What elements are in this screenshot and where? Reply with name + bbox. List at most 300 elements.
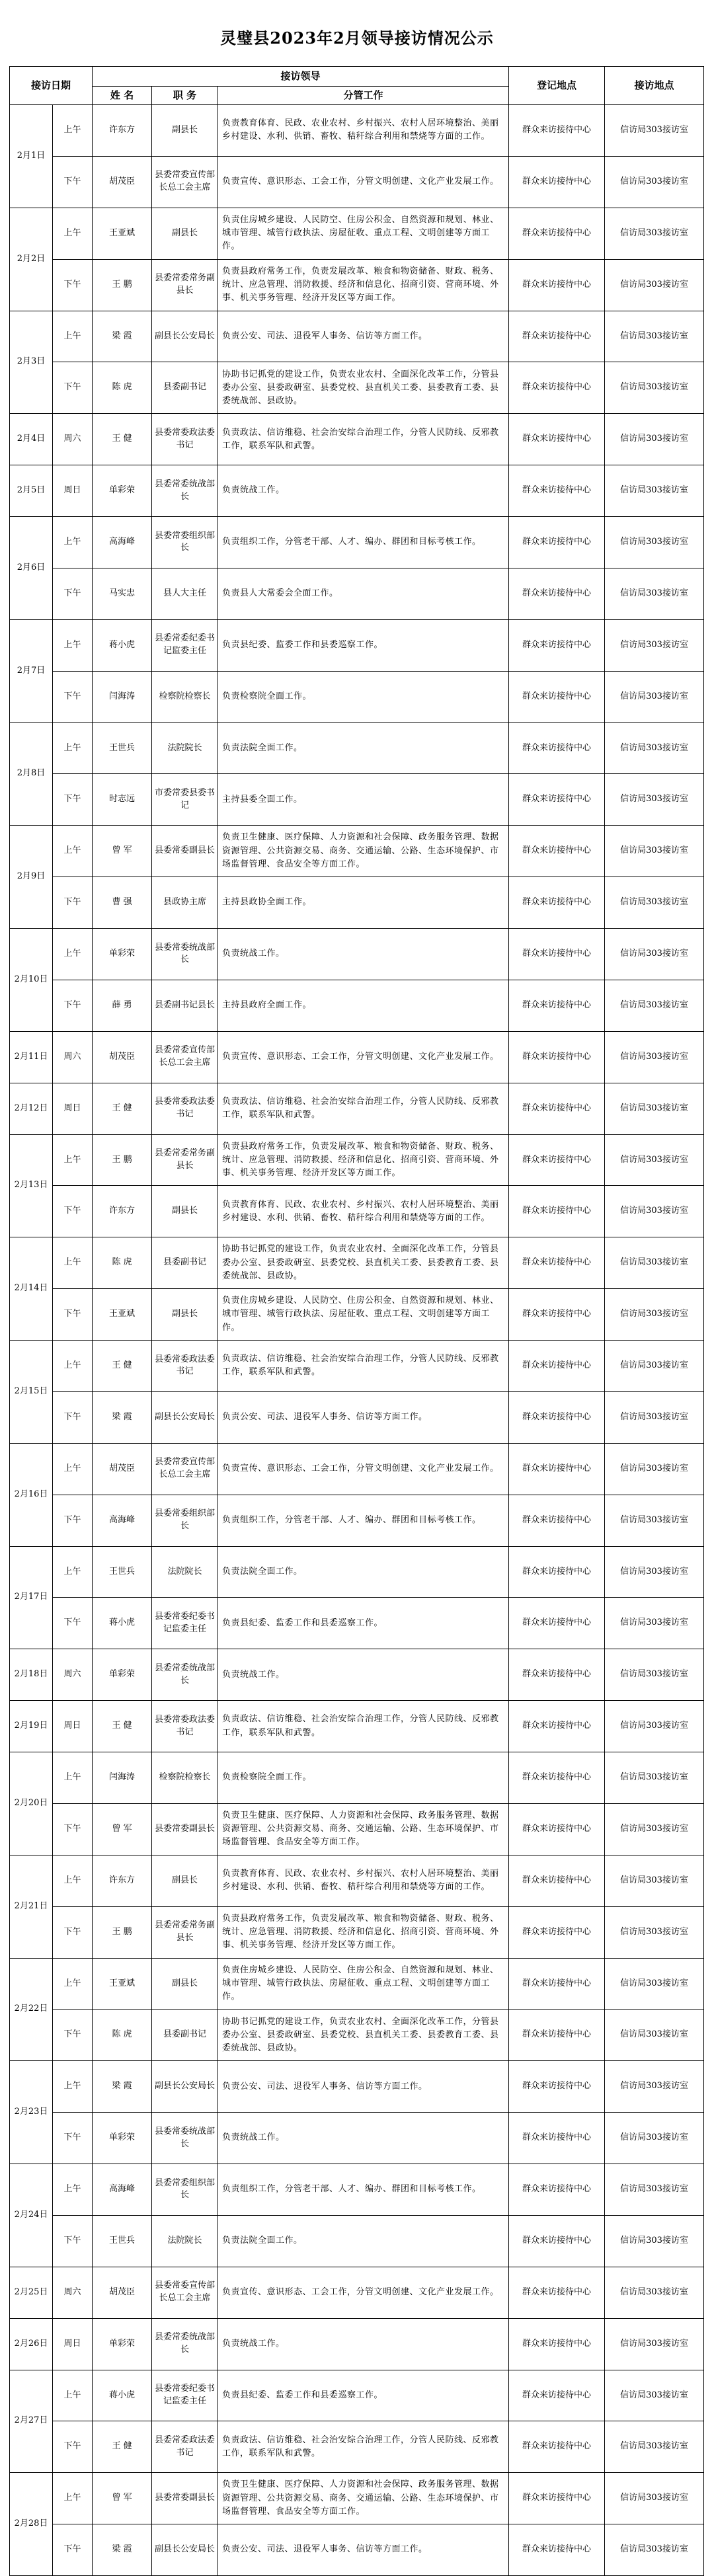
cell-period: 下午	[53, 980, 93, 1031]
cell-period: 下午	[53, 774, 93, 826]
cell-duty: 负责县纪委、监委工作和县委巡察工作。	[218, 619, 509, 671]
cell-register: 群众来访接待中心	[509, 774, 605, 826]
cell-register: 群众来访接待中心	[509, 414, 605, 465]
cell-period: 下午	[53, 1289, 93, 1341]
cell-position: 县委常委统战部长	[152, 1649, 218, 1701]
cell-reception: 信访局303接访室	[605, 1649, 704, 1701]
cell-position: 县委常委纪委书记监委主任	[152, 1598, 218, 1649]
cell-period: 下午	[53, 156, 93, 208]
cell-register: 群众来访接待中心	[509, 877, 605, 929]
cell-duty: 负责法院全面工作。	[218, 2215, 509, 2267]
cell-duty: 负责县政府常务工作，负责发展改革、粮食和物资储备、财政、税务、统计、应急管理、消防救援、经济和信息化、招商引资、营商环境、外事、机关事务管理、经济开发区等方面工作。	[218, 1134, 509, 1186]
cell-date: 2月26日	[10, 2318, 53, 2370]
cell-reception: 信访局303接访室	[605, 568, 704, 619]
cell-name: 曾 军	[93, 1803, 152, 1855]
cell-register: 群众来访接待中心	[509, 1341, 605, 1392]
cell-period: 下午	[53, 2010, 93, 2061]
table-row	[10, 2061, 704, 2113]
cell-date: 2月6日	[10, 517, 53, 620]
cell-duty: 负责政法、信访维稳、社会治安综合治理工作，分管人民防线、反邪教工作，联系军队和武警。	[218, 1083, 509, 1134]
table-row	[10, 1958, 704, 2010]
cell-position: 副县长	[152, 208, 218, 259]
table-row	[10, 1855, 704, 1906]
cell-name: 梁 霞	[93, 2524, 152, 2576]
cell-position: 法院院长	[152, 1546, 218, 1598]
cell-register: 群众来访接待中心	[509, 2164, 605, 2216]
cell-reception: 信访局303接访室	[605, 311, 704, 362]
cell-period: 上午	[53, 826, 93, 877]
cell-position: 县委常委统战部长	[152, 465, 218, 517]
cell-date: 2月16日	[10, 1443, 53, 1546]
cell-position: 县委常委副县长	[152, 1803, 218, 1855]
cell-date: 2月22日	[10, 1958, 53, 2061]
cell-reception: 信访局303接访室	[605, 929, 704, 980]
cell-name: 单彩荣	[93, 465, 152, 517]
cell-duty: 负责统战工作。	[218, 465, 509, 517]
cell-register: 群众来访接待中心	[509, 1237, 605, 1289]
header-date: 接访日期	[10, 67, 93, 105]
cell-register: 群众来访接待中心	[509, 1443, 605, 1495]
cell-position: 县委常委组织部长	[152, 517, 218, 568]
header-register: 登记地点	[509, 67, 605, 105]
cell-name: 薛 勇	[93, 980, 152, 1031]
cell-register: 群众来访接待中心	[509, 1906, 605, 1958]
cell-register: 群众来访接待中心	[509, 671, 605, 722]
cell-reception: 信访局303接访室	[605, 1855, 704, 1906]
cell-register: 群众来访接待中心	[509, 2215, 605, 2267]
cell-name: 单彩荣	[93, 2113, 152, 2164]
table-row	[10, 105, 704, 157]
cell-register: 群众来访接待中心	[509, 619, 605, 671]
cell-register: 群众来访接待中心	[509, 2524, 605, 2576]
cell-position: 县委常委政法委书记	[152, 1083, 218, 1134]
cell-duty: 负责法院全面工作。	[218, 722, 509, 774]
cell-register: 群众来访接待中心	[509, 1752, 605, 1804]
cell-reception: 信访局303接访室	[605, 1289, 704, 1341]
cell-period: 上午	[53, 722, 93, 774]
table-row	[10, 1237, 704, 1289]
header-reception: 接访地点	[605, 67, 704, 105]
cell-period: 上午	[53, 517, 93, 568]
cell-period: 下午	[53, 362, 93, 414]
cell-register: 群众来访接待中心	[509, 1649, 605, 1701]
cell-reception: 信访局303接访室	[605, 1083, 704, 1134]
cell-name: 王 健	[93, 2421, 152, 2473]
cell-position: 县委常委组织部长	[152, 1495, 218, 1546]
cell-reception: 信访局303接访室	[605, 517, 704, 568]
table-row	[10, 259, 704, 311]
cell-date: 2月1日	[10, 105, 53, 208]
cell-period: 周日	[53, 2318, 93, 2370]
cell-duty: 负责公安、司法、退役军人事务、信访等方面工作。	[218, 1391, 509, 1443]
cell-period: 上午	[53, 1546, 93, 1598]
cell-reception: 信访局303接访室	[605, 1906, 704, 1958]
cell-reception: 信访局303接访室	[605, 1495, 704, 1546]
cell-period: 下午	[53, 568, 93, 619]
cell-reception: 信访局303接访室	[605, 2061, 704, 2113]
cell-position: 县委常委常务副县长	[152, 259, 218, 311]
table-row	[10, 311, 704, 362]
cell-name: 单彩荣	[93, 2318, 152, 2370]
table-row	[10, 722, 704, 774]
cell-duty: 负责住房城乡建设、人民防空、住房公积金、自然资源和规划、林业、城市管理、城管行政执法、房屋征收、重点工程、文明创建等方面工作。	[218, 1289, 509, 1341]
cell-name: 王 健	[93, 1701, 152, 1752]
cell-reception: 信访局303接访室	[605, 826, 704, 877]
cell-date: 2月15日	[10, 1341, 53, 1444]
table-row	[10, 2010, 704, 2061]
table-row	[10, 2473, 704, 2524]
cell-duty: 主持县委全面工作。	[218, 774, 509, 826]
cell-register: 群众来访接待中心	[509, 2473, 605, 2524]
cell-period: 下午	[53, 259, 93, 311]
cell-reception: 信访局303接访室	[605, 414, 704, 465]
cell-duty: 负责统战工作。	[218, 1649, 509, 1701]
cell-period: 下午	[53, 1906, 93, 1958]
cell-register: 群众来访接待中心	[509, 259, 605, 311]
cell-position: 副县长	[152, 1855, 218, 1906]
cell-period: 周日	[53, 1083, 93, 1134]
page-title: 灵璧县2023年2月领导接访情况公示	[220, 28, 494, 48]
cell-register: 群众来访接待中心	[509, 2061, 605, 2113]
cell-position: 副县长公安局长	[152, 311, 218, 362]
cell-duty: 负责住房城乡建设、人民防空、住房公积金、自然资源和规划、林业、城市管理、城管行政执法、房屋征收、重点工程、文明创建等方面工作。	[218, 1958, 509, 2010]
cell-register: 群众来访接待中心	[509, 826, 605, 877]
table-row	[10, 1443, 704, 1495]
cell-name: 高海峰	[93, 517, 152, 568]
cell-register: 群众来访接待中心	[509, 2370, 605, 2421]
cell-reception: 信访局303接访室	[605, 877, 704, 929]
table-row	[10, 1495, 704, 1546]
cell-name: 梁 霞	[93, 311, 152, 362]
cell-position: 市委常委县委书记	[152, 774, 218, 826]
cell-period: 下午	[53, 1803, 93, 1855]
cell-position: 县委常委宣传部长总工会主席	[152, 2267, 218, 2318]
cell-period: 下午	[53, 2113, 93, 2164]
cell-register: 群众来访接待中心	[509, 1598, 605, 1649]
cell-position: 县人大主任	[152, 568, 218, 619]
cell-date: 2月21日	[10, 1855, 53, 1958]
cell-position: 县委常委副县长	[152, 826, 218, 877]
cell-position: 县委常委宣传部长总工会主席	[152, 1443, 218, 1495]
cell-position: 县委常委政法委书记	[152, 2421, 218, 2473]
cell-period: 下午	[53, 1598, 93, 1649]
cell-reception: 信访局303接访室	[605, 1391, 704, 1443]
table-row	[10, 2164, 704, 2216]
cell-date: 2月23日	[10, 2061, 53, 2164]
cell-position: 县委常委宣传部长总工会主席	[152, 156, 218, 208]
cell-period: 上午	[53, 1958, 93, 2010]
cell-period: 上午	[53, 1237, 93, 1289]
table-row	[10, 1906, 704, 1958]
cell-register: 群众来访接待中心	[509, 2421, 605, 2473]
cell-reception: 信访局303接访室	[605, 2473, 704, 2524]
header-position: 职 务	[152, 87, 218, 105]
cell-reception: 信访局303接访室	[605, 1546, 704, 1598]
cell-position: 县委常委统战部长	[152, 2318, 218, 2370]
cell-register: 群众来访接待中心	[509, 1958, 605, 2010]
cell-name: 单彩荣	[93, 1649, 152, 1701]
cell-register: 群众来访接待中心	[509, 722, 605, 774]
cell-period: 周六	[53, 414, 93, 465]
cell-register: 群众来访接待中心	[509, 208, 605, 259]
table-row	[10, 1134, 704, 1186]
cell-reception: 信访局303接访室	[605, 1134, 704, 1186]
cell-date: 2月4日	[10, 414, 53, 465]
cell-duty: 主持县政协全面工作。	[218, 877, 509, 929]
cell-period: 上午	[53, 929, 93, 980]
cell-period: 上午	[53, 2164, 93, 2216]
table-row	[10, 774, 704, 826]
cell-duty: 负责宣传、意识形态、工会工作，分管文明创建、文化产业发展工作。	[218, 2267, 509, 2318]
cell-name: 王世兵	[93, 722, 152, 774]
cell-position: 县委常委常务副县长	[152, 1906, 218, 1958]
cell-duty: 负责县纪委、监委工作和县委巡察工作。	[218, 1598, 509, 1649]
cell-reception: 信访局303接访室	[605, 722, 704, 774]
cell-date: 2月9日	[10, 826, 53, 929]
cell-duty: 负责教育体育、民政、农业农村、乡村振兴、农村人居环境整治、美丽乡村建设、水利、供销、畜牧、秸秆综合利用和禁烧等方面的工作。	[218, 105, 509, 157]
table-row	[10, 1289, 704, 1341]
cell-date: 2月27日	[10, 2370, 53, 2473]
table-row	[10, 2370, 704, 2421]
cell-name: 王世兵	[93, 1546, 152, 1598]
cell-name: 马实忠	[93, 568, 152, 619]
cell-duty: 负责县政府常务工作，负责发展改革、粮食和物资储备、财政、税务、统计、应急管理、消防救援、经济和信息化、招商引资、营商环境、外事、机关事务管理、经济开发区等方面工作。	[218, 259, 509, 311]
cell-name: 高海峰	[93, 1495, 152, 1546]
cell-reception: 信访局303接访室	[605, 671, 704, 722]
cell-position: 县委常委统战部长	[152, 929, 218, 980]
cell-register: 群众来访接待中心	[509, 568, 605, 619]
cell-position: 法院院长	[152, 722, 218, 774]
cell-name: 蒋小虎	[93, 619, 152, 671]
cell-reception: 信访局303接访室	[605, 1186, 704, 1237]
cell-duty: 负责公安、司法、退役军人事务、信访等方面工作。	[218, 2061, 509, 2113]
cell-register: 群众来访接待中心	[509, 1495, 605, 1546]
cell-period: 上午	[53, 1752, 93, 1804]
cell-name: 时志远	[93, 774, 152, 826]
cell-reception: 信访局303接访室	[605, 2524, 704, 2576]
cell-name: 陈 虎	[93, 2010, 152, 2061]
table-row	[10, 414, 704, 465]
cell-name: 梁 霞	[93, 2061, 152, 2113]
table-row	[10, 208, 704, 259]
cell-reception: 信访局303接访室	[605, 105, 704, 157]
cell-period: 周日	[53, 465, 93, 517]
table-row	[10, 1031, 704, 1083]
table-row	[10, 156, 704, 208]
cell-position: 检察院检察长	[152, 1752, 218, 1804]
cell-duty: 负责卫生健康、医疗保障、人力资源和社会保障、政务服务管理、数据资源管理、公共资源交易、商务、交通运输、公路、生态环境保护、市场监督管理、食品安全等方面工作。	[218, 826, 509, 877]
cell-duty: 负责政法、信访维稳、社会治安综合治理工作，分管人民防线、反邪教工作，联系军队和武警。	[218, 414, 509, 465]
cell-position: 检察院检察长	[152, 671, 218, 722]
cell-reception: 信访局303接访室	[605, 2421, 704, 2473]
table-row	[10, 2318, 704, 2370]
cell-reception: 信访局303接访室	[605, 1341, 704, 1392]
cell-duty: 负责宣传、意识形态、工会工作，分管文明创建、文化产业发展工作。	[218, 1443, 509, 1495]
table-row	[10, 1546, 704, 1598]
table-row	[10, 1341, 704, 1392]
cell-name: 曹 强	[93, 877, 152, 929]
cell-reception: 信访局303接访室	[605, 980, 704, 1031]
cell-period: 上午	[53, 1134, 93, 1186]
cell-date: 2月2日	[10, 208, 53, 311]
cell-name: 陈 虎	[93, 362, 152, 414]
cell-duty: 负责组织工作，分管老干部、人才、编办、群团和目标考核工作。	[218, 1495, 509, 1546]
cell-register: 群众来访接待中心	[509, 1855, 605, 1906]
cell-duty: 负责统战工作。	[218, 2318, 509, 2370]
cell-reception: 信访局303接访室	[605, 619, 704, 671]
cell-duty: 负责教育体育、民政、农业农村、乡村振兴、农村人居环境整治、美丽乡村建设、水利、供销、畜牧、秸秆综合利用和禁烧等方面的工作。	[218, 1186, 509, 1237]
cell-date: 2月25日	[10, 2267, 53, 2318]
cell-duty: 负责组织工作，分管老干部、人才、编办、群团和目标考核工作。	[218, 517, 509, 568]
cell-register: 群众来访接待中心	[509, 156, 605, 208]
table-row	[10, 877, 704, 929]
cell-position: 县委常委组织部长	[152, 2164, 218, 2216]
cell-period: 下午	[53, 877, 93, 929]
table-row	[10, 1391, 704, 1443]
cell-date: 2月18日	[10, 1649, 53, 1701]
cell-name: 胡茂臣	[93, 1031, 152, 1083]
cell-period: 上午	[53, 619, 93, 671]
cell-duty: 负责县人大常委会全面工作。	[218, 568, 509, 619]
cell-reception: 信访局303接访室	[605, 2113, 704, 2164]
cell-register: 群众来访接待中心	[509, 1186, 605, 1237]
cell-period: 周日	[53, 1701, 93, 1752]
cell-reception: 信访局303接访室	[605, 2215, 704, 2267]
cell-register: 群众来访接待中心	[509, 2267, 605, 2318]
cell-position: 县委常委纪委书记监委主任	[152, 619, 218, 671]
cell-register: 群众来访接待中心	[509, 517, 605, 568]
reception-schedule-table	[9, 66, 704, 2576]
cell-position: 县政协主席	[152, 877, 218, 929]
cell-reception: 信访局303接访室	[605, 362, 704, 414]
cell-register: 群众来访接待中心	[509, 1289, 605, 1341]
table-row	[10, 568, 704, 619]
cell-name: 胡茂臣	[93, 1443, 152, 1495]
cell-register: 群众来访接待中心	[509, 1031, 605, 1083]
table-row	[10, 2113, 704, 2164]
cell-duty: 负责卫生健康、医疗保障、人力资源和社会保障、政务服务管理、数据资源管理、公共资源交易、商务、交通运输、公路、生态环境保护、市场监督管理、食品安全等方面工作。	[218, 2473, 509, 2524]
cell-name: 曾 军	[93, 2473, 152, 2524]
cell-period: 上午	[53, 2473, 93, 2524]
cell-duty: 负责政法、信访维稳、社会治安综合治理工作，分管人民防线、反邪教工作，联系军队和武警。	[218, 1341, 509, 1392]
cell-period: 上午	[53, 1443, 93, 1495]
cell-register: 群众来访接待中心	[509, 2318, 605, 2370]
header-name: 姓 名	[93, 87, 152, 105]
cell-name: 王 鹏	[93, 259, 152, 311]
cell-duty: 负责教育体育、民政、农业农村、乡村振兴、农村人居环境整治、美丽乡村建设、水利、供销、畜牧、秸秆综合利用和禁烧等方面的工作。	[218, 1855, 509, 1906]
cell-date: 2月13日	[10, 1134, 53, 1237]
cell-period: 下午	[53, 1495, 93, 1546]
cell-register: 群众来访接待中心	[509, 105, 605, 157]
cell-name: 单彩荣	[93, 929, 152, 980]
cell-position: 法院院长	[152, 2215, 218, 2267]
cell-register: 群众来访接待中心	[509, 1391, 605, 1443]
table-row	[10, 671, 704, 722]
cell-duty: 负责公安、司法、退役军人事务、信访等方面工作。	[218, 311, 509, 362]
cell-duty: 负责卫生健康、医疗保障、人力资源和社会保障、政务服务管理、数据资源管理、公共资源交易、商务、交通运输、公路、生态环境保护、市场监督管理、食品安全等方面工作。	[218, 1803, 509, 1855]
cell-position: 副县长	[152, 105, 218, 157]
table-row	[10, 2215, 704, 2267]
cell-position: 县委常委统战部长	[152, 2113, 218, 2164]
cell-duty: 负责县政府常务工作，负责发展改革、粮食和物资储备、财政、税务、统计、应急管理、消防救援、经济和信息化、招商引资、营商环境、外事、机关事务管理、经济开发区等方面工作。	[218, 1906, 509, 1958]
cell-name: 高海峰	[93, 2164, 152, 2216]
cell-reception: 信访局303接访室	[605, 774, 704, 826]
table-row	[10, 619, 704, 671]
cell-register: 群众来访接待中心	[509, 465, 605, 517]
table-row	[10, 980, 704, 1031]
cell-name: 许东方	[93, 1855, 152, 1906]
cell-register: 群众来访接待中心	[509, 2113, 605, 2164]
table-row	[10, 517, 704, 568]
cell-name: 王亚斌	[93, 1958, 152, 2010]
table-row	[10, 929, 704, 980]
cell-position: 县委常委政法委书记	[152, 414, 218, 465]
cell-reception: 信访局303接访室	[605, 2010, 704, 2061]
cell-position: 县委副书记	[152, 2010, 218, 2061]
cell-position: 县委副书记县长	[152, 980, 218, 1031]
cell-position: 副县长	[152, 1289, 218, 1341]
table-row	[10, 2421, 704, 2473]
cell-reception: 信访局303接访室	[605, 1701, 704, 1752]
cell-reception: 信访局303接访室	[605, 2267, 704, 2318]
cell-period: 下午	[53, 2215, 93, 2267]
cell-duty: 负责公安、司法、退役军人事务、信访等方面工作。	[218, 2524, 509, 2576]
cell-name: 王亚斌	[93, 208, 152, 259]
cell-reception: 信访局303接访室	[605, 2370, 704, 2421]
cell-position: 副县长公安局长	[152, 2061, 218, 2113]
cell-name: 许东方	[93, 105, 152, 157]
cell-period: 下午	[53, 1186, 93, 1237]
cell-duty: 负责统战工作。	[218, 929, 509, 980]
cell-register: 群众来访接待中心	[509, 362, 605, 414]
table-row	[10, 1701, 704, 1752]
cell-period: 上午	[53, 1855, 93, 1906]
header-leader: 接访领导	[93, 67, 509, 87]
cell-name: 曾 军	[93, 826, 152, 877]
table-row	[10, 1598, 704, 1649]
table-row	[10, 1803, 704, 1855]
cell-date: 2月19日	[10, 1701, 53, 1752]
cell-date: 2月3日	[10, 311, 53, 414]
cell-register: 群众来访接待中心	[509, 1083, 605, 1134]
cell-date: 2月8日	[10, 722, 53, 826]
cell-duty: 负责住房城乡建设、人民防空、住房公积金、自然资源和规划、林业、城市管理、城管行政执法、房屋征收、重点工程、文明创建等方面工作。	[218, 208, 509, 259]
cell-position: 县委副书记	[152, 362, 218, 414]
cell-name: 闫海涛	[93, 1752, 152, 1804]
table-row	[10, 362, 704, 414]
cell-reception: 信访局303接访室	[605, 1237, 704, 1289]
cell-register: 群众来访接待中心	[509, 311, 605, 362]
cell-date: 2月11日	[10, 1031, 53, 1083]
table-row	[10, 465, 704, 517]
cell-reception: 信访局303接访室	[605, 1598, 704, 1649]
cell-duty: 负责宣传、意识形态、工会工作，分管文明创建、文化产业发展工作。	[218, 156, 509, 208]
table-row	[10, 1083, 704, 1134]
cell-duty: 负责检察院全面工作。	[218, 1752, 509, 1804]
table-row	[10, 1752, 704, 1804]
cell-date: 2月12日	[10, 1083, 53, 1134]
cell-period: 周六	[53, 2267, 93, 2318]
cell-position: 县委常委副县长	[152, 2473, 218, 2524]
cell-name: 许东方	[93, 1186, 152, 1237]
cell-period: 下午	[53, 2524, 93, 2576]
cell-period: 周六	[53, 1649, 93, 1701]
cell-register: 群众来访接待中心	[509, 1546, 605, 1598]
cell-register: 群众来访接待中心	[509, 929, 605, 980]
cell-position: 副县长公安局长	[152, 2524, 218, 2576]
cell-name: 王世兵	[93, 2215, 152, 2267]
cell-position: 县委常委政法委书记	[152, 1701, 218, 1752]
